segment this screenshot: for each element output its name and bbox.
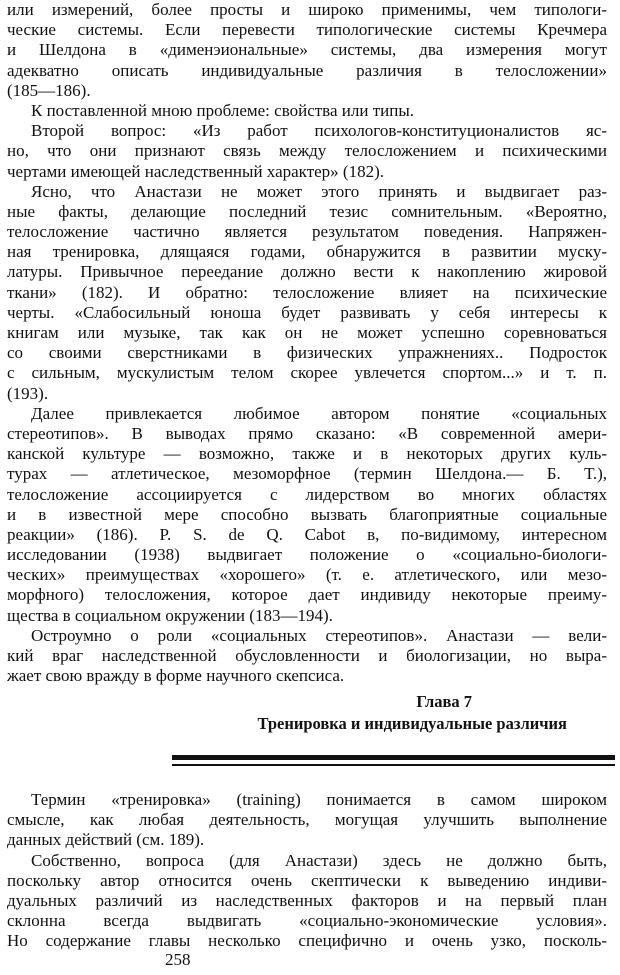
- chapter-rule-thin: [172, 764, 615, 766]
- text-line: телосложение ассоциируется с лидерством во многих областях: [7, 484, 607, 504]
- chapter-heading: [7, 691, 607, 735]
- text-line: ная тренировка, длящаяся годами, обнаружится в развитии муску-: [7, 242, 607, 262]
- text-line: Далее привлекается любимое автором понятие «социальных: [31, 403, 607, 423]
- text-line: турах — атлетическое, мезоморфное (термин Шелдона.— Б. Т.),: [7, 464, 607, 484]
- chapter-rule-thick: [172, 755, 615, 760]
- text-line: канской культуре — возможно, также и в некоторых других куль-: [7, 444, 607, 464]
- text-line: Термин «тренировка» (training) понимается в самом широком: [31, 790, 607, 809]
- text-line: ческих» преимуществах «хорошего» (т. е. атлетического, или мезо-: [7, 565, 607, 585]
- text-line: Остроумно о роли «социальных стереотипов». Анастази — вели-: [31, 625, 607, 645]
- text-line: Ясно, что Анастази не может этого принять и выдвигает раз-: [31, 181, 607, 201]
- text-line: адекватно описать индивидуальные различия в телосложении»: [7, 60, 607, 80]
- text-line: реакции» (186). P. S. de Q. Cabot в, по-видимому, интересном: [7, 524, 607, 544]
- text-line: и в известной мере способно вызвать благоприятные социальные: [7, 504, 607, 524]
- text-line: но, что они признают связь между телосложением и психическими: [7, 141, 607, 161]
- text-line: (185—186).: [7, 80, 91, 100]
- page-number: 258: [165, 950, 191, 969]
- text-line: ные факты, делающие последний тезис сомнительным. «Вероятно,: [7, 201, 607, 221]
- text-line: ткани» (182). И обратно: телосложение влияет на психические: [7, 282, 607, 302]
- text-line: и Шелдона в «дименэиональные» системы, два измерения могут: [7, 40, 607, 60]
- text-line: щества в социальном окружении (183—194).: [7, 605, 333, 625]
- text-line: исследовании (1938) выдвигает положение о «социально-биологи-: [7, 545, 607, 565]
- text-line: Второй вопрос: «Из работ психологов-конституционалистов яс-: [31, 121, 607, 141]
- text-block-bottom: [7, 790, 607, 952]
- text-line: ческие системы. Если перевести типологические системы Кречмера: [7, 20, 607, 40]
- text-line: книгам или музыке, так как он не может успешно соревноваться: [7, 323, 607, 342]
- text-line: Собственно, вопроса (для Анастази) здесь не должно быть,: [31, 850, 607, 870]
- text-line: кий враг наследственной обусловленности и биологизации, но выра-: [7, 646, 607, 665]
- text-line: (193).: [7, 383, 49, 403]
- text-line: со своими сверстниками в физических упражнениях.. Подросток: [7, 343, 607, 363]
- text-line: чертами имеющей наследственный характер» (182).: [7, 161, 384, 181]
- text-block-top: [7, 0, 607, 686]
- text-line: смысле, как любая деятельность, могущая улучшить выполнение: [7, 810, 607, 830]
- chapter-title: Тренировка и индивидуальные различия: [257, 714, 567, 733]
- text-line: склонна всегда выдвигать «социально-экономические условия».: [7, 911, 607, 931]
- text-line: телосложение частично является результатом поведения. Напряжен-: [7, 222, 607, 242]
- text-line: жает свою вражду в форме научного скепсиса.: [7, 666, 345, 686]
- text-line: морфного) телосложения, которое дает индивиду некоторые преиму-: [7, 585, 607, 605]
- text-line: или измерений, более просты и широко применимы, чем типологи-: [7, 0, 607, 19]
- text-line: данных действий (см. 189).: [7, 830, 205, 850]
- text-line: с сильным, мускулистым телом скорее увлечется спортом...» и т. п.: [7, 363, 607, 383]
- text-line: К поставленной мною проблеме: свойства или типы.: [31, 100, 414, 120]
- text-line: дуальных различий из наследственных факторов и на первый план: [7, 890, 607, 910]
- text-line: поскольку автор относится очень скептически к выведению индиви-: [7, 870, 607, 890]
- text-line: Но содержание главы несколько специфично и очень узко, посколь-: [7, 931, 607, 951]
- text-line: латуры. Привычное переедание должно вести к накоплению жировой: [7, 262, 607, 282]
- chapter-number: Глава 7: [416, 692, 472, 711]
- text-line: стереотипов». В выводах прямо сказано: «В современной амери-: [7, 423, 607, 443]
- text-line: черты. «Слабосильный юноша будет развивать у себя интересы к: [7, 302, 607, 322]
